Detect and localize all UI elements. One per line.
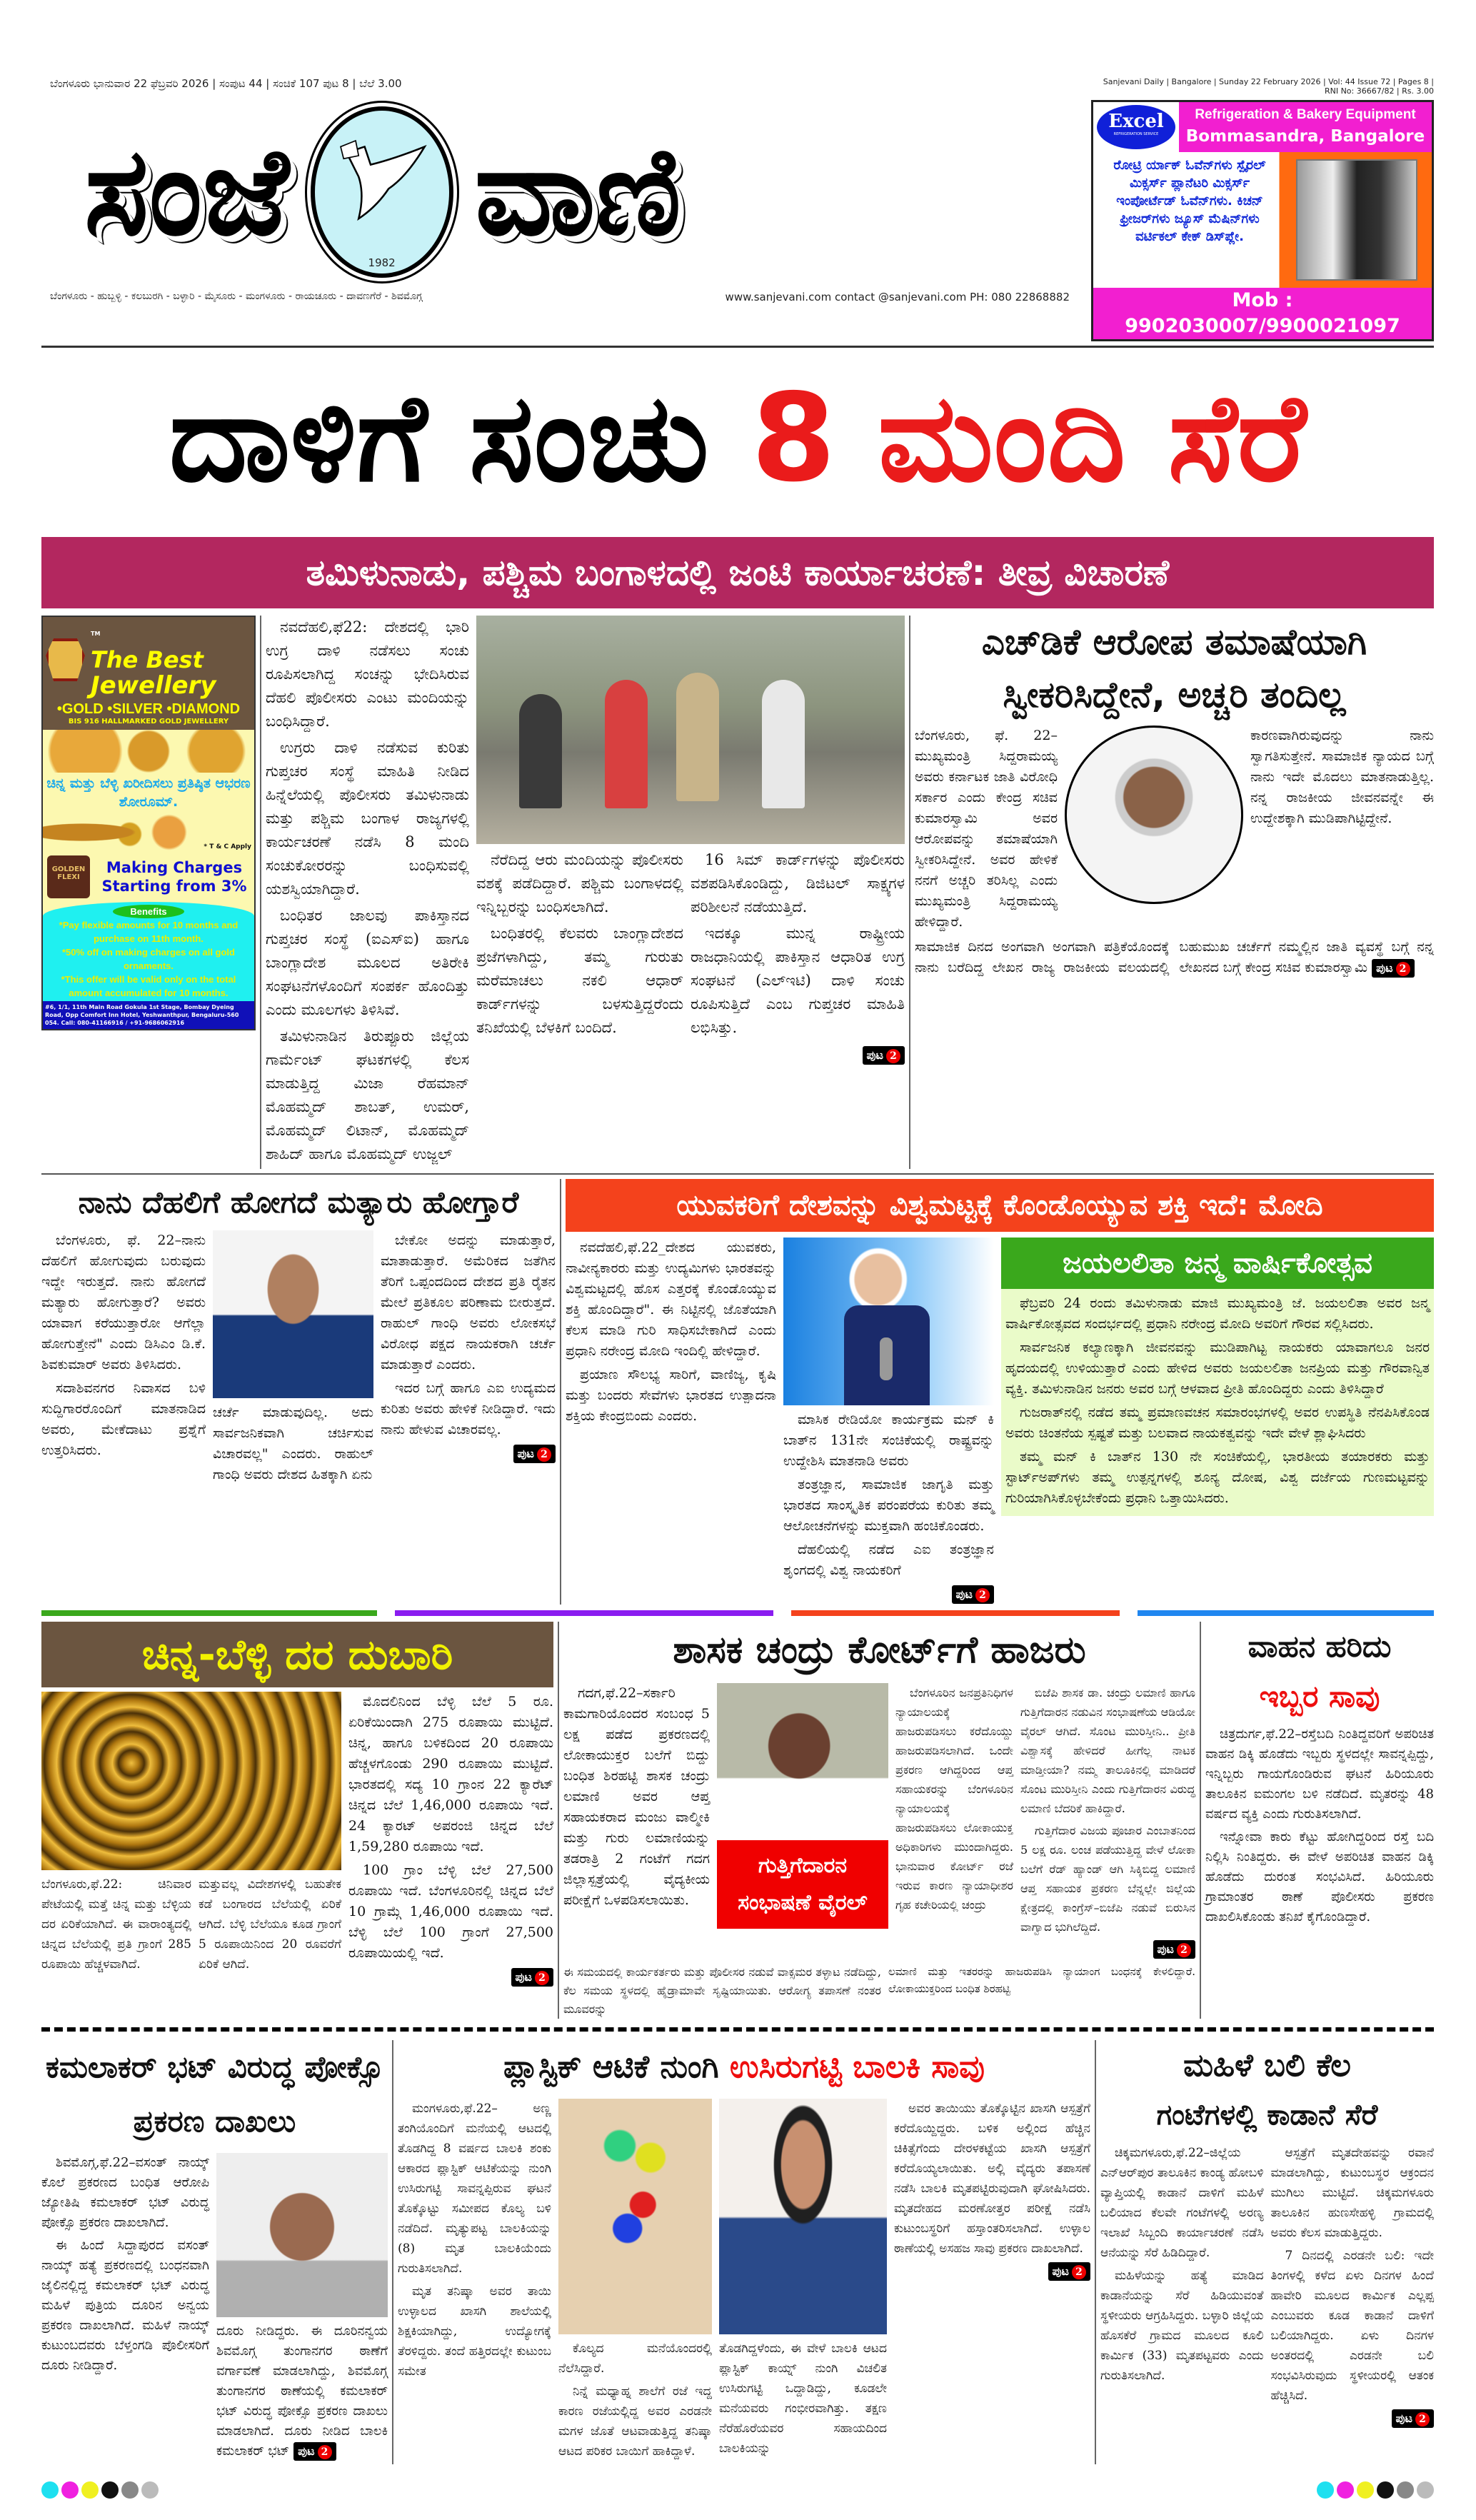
- continued-page-badge[interactable]: ಪುಟ 2: [1153, 1940, 1195, 1959]
- lead-headline: [41, 348, 1434, 537]
- vahana-headline-1: ವಾಹನ ಹರಿದು: [1247, 1629, 1392, 1664]
- kamalakar-col2: ದೂರು ನೀಡಿದ್ದರು. ಈ ದೂರಿನನ್ವಯ ಶಿವಮೊಗ್ಗ ತುಂಗಾನಗರ ಠಾಣೆಗೆ ವರ್ಗಾವಣೆ ಮಾಡಲಾಗಿದ್ದು, ಶಿವಮೊಗ್ಗ ತುಂಗಾನಗರ ಠಾಣೆಯಲ್ಲಿ ಕಮಲಾಕರ್ ಭಟ್ ವಿರುದ್ಧ ಪೋಕ್ಸೊ ಪ್ರಕರಣ ದಾಖಲು ಮಾಡಲಾಗಿದೆ. ದೂರು ನೀಡಿದ ಬಾಲಕಿ ಕಮಲಾಕರ್ ಭಟ್ ಪುಟ 2: [216, 2321, 388, 2461]
- masthead-logo: [41, 97, 1070, 286]
- dateline-english: Sanjevani Daily | Bangalore | Sunday 22 February 2026 | Vol: 44 Issue 72 | Pages 8 | RNI No: 36667/82 | Rs. 3.00: [1103, 77, 1434, 96]
- plastic-caption-1: ಕೊಲ್ಯದ ಮನೆಯೊಂದರಲ್ಲಿ ನೆಲೆಸಿದ್ದಾರೆ. ನಿನ್ನೆ ಮಧ್ಯಾಹ್ನ ಶಾಲೆಗೆ ರಜೆ ಇದ್ದ ಕಾರಣ ರಜೆಯಲ್ಲಿದ್ದ ಅವರ ಎರಡನೇ ಮಗಳ ಜೊತೆ ಆಟವಾಡುತ್ತಿದ್ದ ತನಿಷ್ಕಾ ಆಟದ ಪರಿಕರ ಬಾಯಿಗೆ ಹಾಕಿದ್ದಾಳೆ.: [558, 2341, 712, 2459]
- dove-icon: [315, 111, 449, 253]
- chandru-photo: [717, 1683, 888, 1840]
- gold-col1: ಬೆಂಗಳೂರು,ಫೆ.22: ಚಿನಿವಾರ ಪೇಟೆಯಲ್ಲಿ ಮತ್ತೆ ಚಿನ್ನ ಮತ್ತು ಬೆಳ್ಳಿಯ ದರ ಏರಿಕೆಯಾಗಿದೆ. ಈ ವಾರಾಂತ್ಯದಲ್ಲಿ ಚಿನ್ನದ ಬೆಲೆಯಲ್ಲಿ ಪ್ರತಿ ಗ್ರಾಂಗೆ 285 ರೂಪಾಯಿ ಹೆಚ್ಚಳವಾಗಿದೆ.: [41, 1877, 191, 1972]
- jewellery-image: [43, 730, 254, 773]
- modi-headline: ಯುವಕರಿಗೆ ದೇಶವನ್ನು ವಿಶ್ವಮಟ್ಟಕ್ಕೆ ಕೊಂಡೊಯ್ಯುವ ಶಕ್ತಿ ಇದೆ: ಮೋದಿ: [566, 1179, 1434, 1232]
- chandru-col3b: ಲಮಾಣಿ ಮತ್ತು ಇತರರನ್ನು ಹಾಜರುಪಡಿಸಿ ನ್ಯಾಯಾಂಗ ಬಂಧನಕ್ಕೆ ಕೇಳಲಿದ್ದಾರೆ. ಲೋಕಾಯುಕ್ತರಿಂದ ಬಂಧಿತ ಶಿರಹಟ್ಟಿ: [888, 1965, 1195, 1995]
- gold-col2: ಮತ್ತುವಲ್ಲ ವಿದೇಶಗಳಲ್ಲಿ ಬಹುತೇಕ ಕಡೆ ಬಂಗಾರದ ಬೆಲೆಯಲ್ಲಿ ಏರಿಕೆ ಆಗಿದೆ. ಬೆಳ್ಳಿ ಬೆಲೆಯೂ ಕೂಡ ಗ್ರಾಂಗೆ 5 ರೂಪಾಯಿನಿಂದ 20 ರೂವರೆಗೆ ಏರಿಕೆ ಆಗಿದೆ.: [199, 1877, 341, 1972]
- dk-shivakumar-photo: [213, 1230, 373, 1398]
- dks-col3: ಬೇಕೋ ಅದನ್ನು ಮಾಡುತ್ತಾರೆ, ಮಾತಾಡುತ್ತಾರೆ. ಅಮೆರಿಕದ ಜತೆಗಿನ ತೆರಿಗೆ ಒಪ್ಪಂದದಿಂದ ದೇಶದ ಪ್ರತಿ ರೈತನ ಮೇಲೆ ಪ್ರತಿಕೂಲ ಪರಿಣಾಮ ಬೀರುತ್ತದೆ. ರಾಹುಲ್ ಗಾಂಧಿ ಅವರು ಲೋಕಸಭೆ ವಿರೋಧ ಪಕ್ಷದ ನಾಯಕರಾಗಿ ಚರ್ಚೆ ಮಾಡುತ್ತಾರೆ ಎಂದರು. ಇದರ ಬಗ್ಗೆ ಹಾಗೂ ಎಐ ಉದ್ಯಮದ ಕುರಿತು ಅವರು ಹೇಳಿಕೆ ನೀಡಿದ್ದಾರೆ. ಇದು ನಾನು ಹೇಳುವ ವಿಚಾರವಲ್ಲ. ಪುಟ 2: [381, 1230, 556, 1464]
- siddaramaiah-photo: [1065, 726, 1243, 904]
- golden-flexi-badge: GOLDEN FLEXI: [47, 855, 90, 898]
- row-5: [41, 2040, 1434, 2464]
- continued-page-badge[interactable]: ಪುಟ 2: [1372, 959, 1414, 978]
- hdk-headline: ಎಚ್‌ಡಿಕೆ ಆರೋಪ ತಮಾಷೆಯಾಗಿ ಸ್ವೀಕರಿಸಿದ್ದೇನೆ, ಅಚ್ಚರಿ ತಂದಿಲ್ಲ: [981, 621, 1367, 716]
- hdk-col2: ಕಾರಣವಾಗಿರುವುದನ್ನು ನಾನು ಸ್ವಾಗತಿಸುತ್ತೇನೆ. ಸಾಮಾಜಿಕ ನ್ಯಾಯದ ಬಗ್ಗೆ ನಾನು ಇದೇ ಮೊದಲು ಮಾತನಾಡುತ್ತಿಲ್ಲ. ನನ್ನ ರಾಜಕೀಯ ಜೀವನವನ್ನೇ ಈ ಉದ್ದೇಶಕ್ಕಾಗಿ ಮುಡಿಪಾಗಿಟ್ಟಿದ್ದೇನೆ.: [1250, 728, 1434, 826]
- vahana-headline-2: ಇಬ್ಬರ ಸಾವು: [1259, 1679, 1380, 1714]
- modi-photo: [783, 1238, 994, 1405]
- column-rule: [560, 1179, 561, 1605]
- lead-subheadline: ತಮಿಳುನಾಡು, ಪಶ್ಚಿಮ ಬಂಗಾಳದಲ್ಲಿ ಜಂಟಿ ಕಾರ್ಯಾಚರಣೆ: ತೀವ್ರ ವಿಚಾರಣೆ: [41, 537, 1434, 608]
- column-rule: [392, 2040, 393, 2464]
- section-bars: [41, 1610, 1434, 1616]
- modi-col1: ನವದೆಹಲಿ,ಫೆ.22_ದೇಶದ ಯುವಕರು, ನಾವೀನ್ಯಕಾರರು ಮತ್ತು ಉದ್ಯಮಿಗಳು ಭಾರತವನ್ನು ವಿಶ್ವಮಟ್ಟದಲ್ಲಿ ಹೊಸ ಎತ್ತರಕ್ಕೆ ಕೊಂಡೊಯ್ಯುವ ಶಕ್ತಿ ಹೊಂದಿದ್ದಾರೆ". ಈ ನಿಟ್ಟಿನಲ್ಲಿ ಜೊತೆಯಾಗಿ ಕೆಲಸ ಮಾಡಿ ಗುರಿ ಸಾಧಿಸಬೇಕಾಗಿದೆ ಎಂದು ಪ್ರಧಾನಿ ನರೇಂದ್ರ ಮೋದಿ ಇಂದಿಲ್ಲಿ ಹೇಳಿದ್ದಾರೆ. ಪ್ರಯಾಣ ಸೌಲಭ್ಯ ಸಾರಿಗೆ, ವಾಣಿಜ್ಯ, ಕೃಷಿ ಮತ್ತು ಬಂದರು ಸೇವೆಗಳು ಭಾರತದ ಉತ್ಪಾದನಾ ಶಕ್ತಿಯ ಕೇಂದ್ರಬಿಂದು ಎಂದರು.: [566, 1240, 776, 1424]
- jewellery-ad[interactable]: ™ The Best Jewellery •GOLD •SILVER •DIAMOND BIS 916 HALLMARKED GOLD JEWELLERY ಚಿನ್ನ ಮತ್ತು ಬೆಳ್ಳಿ ಖರೀದಿಸಲು ಪ್ರತಿಷ್ಠಿತ ಆಭರಣ ಶೋರೂಮ್. * T & C Apply GOLDEN FLEXI Making Charges Starting from 3% Benefits *Pay flexible amounts for 10 months and purchase on 11th month. *50% off on making charges on all gold ornaments. *This offer will be valid only on the total amount accumulated for 10 months. #6, 1/1, 11th Main Road Gokula 1st Stage, Bombay Dyeing Road, Opp Comfort Inn Hotel, Yeshwanthpur, Bengaluru-560 054. Call: 080-41166916 / +91-9686062916: [41, 616, 256, 1030]
- excel-ad-location: Bommasandra, Bangalore: [1185, 127, 1425, 146]
- plastic-headline: ಪ್ಲಾಸ್ಟಿಕ್ ಆಟಿಕೆ ನುಂಗಿ ಉಸಿರುಗಟ್ಟಿ ಬಾಲಕಿ ಸಾವು: [503, 2049, 985, 2085]
- jayalalitha-box: ಜಯಲಲಿತಾ ಜನ್ಮ ವಾರ್ಷಿಕೋತ್ಸವ ಫೆಬ್ರವರಿ 24 ರಂದು ತಮಿಳುನಾಡು ಮಾಜಿ ಮುಖ್ಯಮಂತ್ರಿ ಜೆ. ಜಯಲಲಿತಾ ಅವರ ಜನ್ಮ ವಾರ್ಷಿಕೋತ್ಸವದ ಸಂದರ್ಭದಲ್ಲಿ ಪ್ರಧಾನಿ ನರೇಂದ್ರ ಮೋದಿ ಅವರಿಗೆ ಗೌರವ ಸಲ್ಲಿಸಿದರು. ಸಾರ್ವಜನಿಕ ಕಲ್ಯಾಣಕ್ಕಾಗಿ ಜೀವನವನ್ನು ಮುಡಿಪಾಗಿಟ್ಟ ನಾಯಕರು ಯಾವಾಗಲೂ ಜನರ ಹೃದಯದಲ್ಲಿ ಉಳಿಯುತ್ತಾರೆ ಎಂದು ಹೇಳಿದ ಅವರು ಜಯಲಲಿತಾ ಜನಪ್ರಿಯ ಮತ್ತು ಗೌರವಾನ್ವಿತ ವ್ಯಕ್ತಿ. ತಮಿಳುನಾಡಿನ ಜನರು ಅವರ ಬಗ್ಗೆ ಆಳವಾದ ಪ್ರೀತಿ ಹೊಂದಿದ್ದರು ಎಂದು ತಿಳಿಸಿದ್ದಾರೆ ಗುಜರಾತ್‌ನಲ್ಲಿ ನಡೆದ ತಮ್ಮ ಪ್ರಮಾಣವಚನ ಸಮಾರಂಭಗಳಲ್ಲಿ ಅವರ ಉಪಸ್ಥಿತಿ ನೆನಪಿಸಿಕೊಂಡ ಅವರು ಚಿಂತನೆಯ ಸ್ಪಷ್ಟತೆ ಮತ್ತು ಬಲವಾದ ನಾಯಕತ್ವವನ್ನು ಇದೇ ವೇಳೆ ಶ್ಲಾಘಿಸಿದರು ತಮ್ಮ ಮನ್ ಕಿ ಬಾತ್‌ನ 130 ನೇ ಸಂಚಿಕೆಯಲ್ಲಿ, ಭಾರತೀಯ ತಯಾರಕರು ಮತ್ತು ಸ್ಟಾರ್ಟ್‌ಅಪ್‌ಗಳು ತಮ್ಮ ಉತ್ಪನ್ನಗಳಲ್ಲಿ ಶೂನ್ಯ ದೋಷ, ವಿಶ್ವ ದರ್ಜೆಯ ಗುಣಮಟ್ಟವನ್ನು ಗುರಿಯಾಗಿಸಿಕೊಳ್ಳಬೇಕೆಂದು ಪ್ರಧಾನಿ ಒತ್ತಾಯಿಸಿದರು.: [1001, 1238, 1434, 1516]
- excel-logo: Excel REFRIGERATION SERVICE: [1097, 105, 1175, 149]
- continued-page-badge[interactable]: ಪುಟ 2: [513, 1445, 556, 1463]
- row-2: [41, 616, 1434, 1169]
- section-bar: [1138, 1610, 1434, 1616]
- mahile-col1: ಚಿಕ್ಕಮಗಳೂರು,ಫೆ.22–ಜಿಲ್ಲೆಯ ಎನ್‌ಆರ್‌ಪುರ ತಾಲೂಕಿನ ಕಾಂಡ್ಯ ಹೋಬಳಿ ವ್ಯಾಪ್ತಿಯಲ್ಲಿ ಕಾಡಾನೆ ದಾಳಿಗೆ ಮಹಿಳೆ ಬಲಿಯಾದ ಕೆಲವೇ ಗಂಟೆಗಳಲ್ಲಿ ಅರಣ್ಯ ಇಲಾಖೆ ಸಿಬ್ಬಂದಿ ಕಾರ್ಯಾಚರಣೆ ನಡೆಸಿ ಆನೆಯನ್ನು ಸೆರೆ ಹಿಡಿದಿದ್ದಾರೆ. ಮಹಿಳೆಯನ್ನು ಹತ್ಯೆ ಮಾಡಿದ ಕಾಡಾನೆಯನ್ನು ಸೆರೆ ಹಿಡಿಯುವಂತೆ ಸ್ಥಳೀಯರು ಆಗ್ರಹಿಸಿದ್ದರು. ಬಳ್ಳಾರಿ ಜಿಲ್ಲೆಯ ಹೊಸಕೆರೆ ಗ್ರಾಮದ ಮೂಲದ ಕೂಲಿ ಕಾರ್ಮಿಕ (33) ಮೃತಪಟ್ಟವರು ಎಂದು ಗುರುತಿಸಲಾಗಿದೆ.: [1100, 2146, 1264, 2383]
- plastic-toys-photo: [558, 2099, 712, 2334]
- lead-photo-arrest: [476, 616, 905, 844]
- lead-headline-black: ದಾಳಿಗೆ ಸಂಚು: [169, 368, 709, 509]
- excel-ad-phone[interactable]: Mob : 9902030007/9900021097: [1093, 288, 1432, 339]
- logo-year: 1982: [368, 256, 396, 269]
- jewellery-address: #6, 1/1, 11th Main Road Gokula 1st Stage, Bombay Dyeing Road, Opp Comfort Inn Hotel, Yeshwanthpur, Bengaluru-560 054. Call: 080-41166916 / +91-9686062916: [43, 1001, 254, 1029]
- gold-headline: ಚಿನ್ನ-ಬೆಳ್ಳಿ ದರ ದುಬಾರಿ: [41, 1622, 553, 1687]
- plastic-caption-2: ತೊಡಗಿದ್ದಳೆಂದು, ಈ ವೇಳೆ ಬಾಲಕಿ ಆಟದ ಪ್ಲಾಸ್ಟಿಕ್ ಕಾಯ್ನ್ ನುಂಗಿ ವಿಚಲಿತ ಉಸಿರುಗಟ್ಟಿ ಒದ್ದಾಡಿದ್ದು, ಕೂಡಲೇ ಮನೆಯವರು ಗಂಭೀರವಾಗಿತ್ತು. ತಕ್ಷಣ ನೆರೆಹೊರೆಯವರ ಸಹಾಯದಿಂದ ಬಾಲಕಿಯನ್ನು: [719, 2341, 887, 2456]
- section-bar: [395, 1610, 773, 1616]
- row-4: [41, 1622, 1434, 2019]
- continued-page-badge[interactable]: ಪುಟ 2: [293, 2442, 336, 2461]
- dks-below-photo: ಚರ್ಚೆ ಮಾಡುವುದಿಲ್ಲ. ಅದು ಸಾರ್ವಜನಿಕವಾಗಿ ಚರ್ಚಿಸುವ ವಿಚಾರವಲ್ಲ" ಎಂದರು. ರಾಹುಲ್ ಗಾಂಧಿ ಅವರು ದೇಶದ ಹಿತಕ್ಕಾಗಿ ಏನು: [213, 1405, 373, 1482]
- vahana-body: ಚಿತ್ರದುರ್ಗ,ಫೆ.22–ರಸ್ತೆಬದಿ ನಿಂತಿದ್ದವರಿಗೆ ಅಪರಿಚಿತ ವಾಹನ ಡಿಕ್ಕಿ ಹೊಡೆದು ಇಬ್ಬರು ಸ್ಥಳದಲ್ಲೇ ಸಾವನ್ನಪ್ಪಿದ್ದು, ಇನ್ನಿಬ್ಬರು ಗಾಯಗೊಂಡಿರುವ ಘಟನೆ ಹಿರಿಯೂರು ತಾಲೂಕಿನ ಐಮಂಗಲ ಬಳಿ ನಡೆದಿದೆ. ಮೃತರನ್ನು 48 ವರ್ಷದ ವ್ಯಕ್ತಿ ಎಂದು ಗುರುತಿಸಲಾಗಿದೆ. ಇನ್ನೋವಾ ಕಾರು ಕೆಟ್ಟು ಹೋಗಿದ್ದರಿಂದ ರಸ್ತೆ ಬದಿ ನಿಲ್ಲಿಸಿ ನಿಂತಿದ್ದರು. ಈ ವೇಳೆ ಅಪರಿಚಿತ ವಾಹನ ಡಿಕ್ಕಿ ಹೊಡೆದು ದುರಂತ ಸಂಭವಿಸಿದೆ. ಹಿರಿಯೂರು ಗ್ರಾಮಾಂತರ ಠಾಣೆ ಪೊಲೀಸರು ಪ್ರಕರಣ ದಾಖಲಿಸಿಕೊಂಡು ತನಿಖೆ ಕೈಗೊಂಡಿದ್ದಾರೆ.: [1205, 1727, 1434, 1924]
- column-rule: [260, 616, 261, 1169]
- column-rule: [1200, 1622, 1201, 2019]
- row-divider: [41, 1173, 1434, 1175]
- chandru-col3: ಬೆಂಗಳೂರಿನ ಜನಪ್ರತಿನಿಧಿಗಳ ನ್ಯಾಯಾಲಯಕ್ಕೆ ಹಾಜರುಪಡಿಸಲು ಕರೆದೊಯ್ದು ಹಾಜರುಪಡಿಸಲಾಗಿದೆ. ಒಂದೇ ಪ್ರಕರಣ ಆಗಿದ್ದರಿಂದ ಆಪ್ತ ಸಹಾಯಕರನ್ನು ಬೆಂಗಳೂರಿನ ನ್ಯಾಯಾಲಯಕ್ಕೆ ಹಾಜರುಪಡಿಸಲು ಲೋಕಾಯುಕ್ತ ಅಧಿಕಾರಿಗಳು ಮುಂದಾಗಿದ್ದರು. ಭಾನುವಾರ ಕೋರ್ಟ್ ರಜೆ ಇರುವ ಕಾರಣ ನ್ಯಾಯಾಧೀಶರ ಗೃಹ ಕಚೇರಿಯಲ್ಲಿ ಚಂದ್ರು: [895, 1686, 1013, 1912]
- girl-photo: [719, 2099, 887, 2334]
- column-rule: [558, 1622, 559, 2019]
- lead-headline-red: 8 ಮಂದಿ ಸೆರೆ: [751, 368, 1307, 509]
- continued-page-badge[interactable]: ಪುಟ 2: [952, 1585, 994, 1604]
- lead-story-col2: ನೆರೆದಿದ್ದ ಆರು ಮಂದಿಯನ್ನು ಪೊಲೀಸರು ವಶಕ್ಕೆ ಪಡೆದಿದ್ದಾರೆ. ಪಶ್ಚಿಮ ಬಂಗಾಳದಲ್ಲಿ ಇನ್ನಿಬ್ಬರನ್ನು ಬಂಧಿಸಲಾಗಿದೆ. ಬಂಧಿತರಲ್ಲಿ ಕೆಲವರು ಬಾಂಗ್ಲಾದೇಶದ ಪ್ರಜೆಗಳಾಗಿದ್ದು, ತಮ್ಮ ಗುರುತು ಮರೆಮಾಚಲು ನಕಲಿ ಆಧಾರ್ ಕಾರ್ಡ್‌ಗಳನ್ನು ಬಳಸುತ್ತಿದ್ದರೆಂದು ತನಿಖೆಯಲ್ಲಿ ಬೆಳಕಿಗೆ ಬಂದಿದೆ.: [476, 851, 683, 1036]
- jayalalitha-headline: ಜಯಲಲಿತಾ ಜನ್ಮ ವಾರ್ಷಿಕೋತ್ಸವ: [1001, 1238, 1434, 1289]
- hdk-col1: ಬೆಂಗಳೂರು, ಫೆ. 22– ಮುಖ್ಯಮಂತ್ರಿ ಸಿದ್ದರಾಮಯ್ಯ ಅವರು ಕರ್ನಾಟಕ ಜಾತಿ ವಿರೋಧಿ ಸರ್ಕಾರ ಎಂದು ಕೇಂದ್ರ ಸಚಿವ ಕುಮಾರಸ್ವಾಮಿ ಅವರ ಆರೋಪವನ್ನು ತಮಾಷೆಯಾಗಿ ಸ್ವೀಕರಿಸಿದ್ದೇನೆ. ಅವರ ಹೇಳಿಕೆ ನನಗೆ ಅಚ್ಚರಿ ತರಿಸಿಲ್ಲ ಎಂದು ಮುಖ್ಯಮಂತ್ರಿ ಸಿದ್ದರಾಮಯ್ಯ ಹೇಳಿದ್ದಾರೆ.: [915, 728, 1058, 930]
- mahile-col2: ಆಸ್ಪತ್ರೆಗೆ ಮೃತದೇಹವನ್ನು ರವಾನೆ ಮಾಡಲಾಗಿದ್ದು, ಕುಟುಂಬಸ್ಥರ ಆಕ್ರಂದನ ಮುಗಿಲು ಮುಟ್ಟಿದೆ. ಚಿಕ್ಕಮಗಳೂರು ತಾಲೂಕಿನ ಹುಣಸೇಹಳ್ಳಿ ಗ್ರಾಮದಲ್ಲಿ ಅವರು ಕೆಲಸ ಮಾಡುತ್ತಿದ್ದರು. 7 ದಿನದಲ್ಲಿ ಎರಡನೇ ಬಲಿ: ಇದೇ ತಿಂಗಳಲ್ಲಿ ಕಳೆದ ಏಳು ದಿನಗಳ ಹಿಂದೆ ಹಾವೇರಿ ಮೂಲದ ಕಾರ್ಮಿಕ ಎಲ್ಲಪ್ಪ ಎಂಬುವರು ಕೂಡ ಕಾಡಾನೆ ದಾಳಿಗೆ ಬಲಿಯಾಗಿದ್ದರು. ಏಳು ದಿನಗಳ ಅಂತರದಲ್ಲಿ ಎರಡನೇ ಬಲಿ ಸಂಭವಿಸಿರುವುದು ಸ್ಥಳೀಯರಲ್ಲಿ ಆತಂಕ ಹೆಚ್ಚಿಸಿದೆ. ಪುಟ 2: [1271, 2143, 1435, 2429]
- column-rule: [1095, 2040, 1096, 2464]
- continued-page-badge[interactable]: ಪುಟ 2: [863, 1046, 905, 1065]
- oven-image: [1296, 159, 1417, 281]
- plastic-col3: ಅವರ ತಾಯಿಯು ತೊಕ್ಕೊಟ್ಟಿನ ಖಾಸಗಿ ಆಸ್ಪತ್ರೆಗೆ ಕರೆದೊಯ್ದಿದ್ದರು. ಬಳಿಕ ಅಲ್ಲಿಂದ ಹೆಚ್ಚಿನ ಚಿಕಿತ್ಸೆಗೆಂದು ದೇರಳಕಟ್ಟೆಯ ಖಾಸಗಿ ಆಸ್ಪತ್ರೆಗೆ ಕರೆದೊಯ್ಯಲಾಯಿತು. ಅಲ್ಲಿ ವೈದ್ಯರು ತಪಾಸಣೆ ನಡೆಸಿ ಬಾಲಕಿ ಮೃತಪಟ್ಟಿರುವುದಾಗಿ ಘೋಷಿಸಿದರು. ಮೃತದೇಹದ ಮರಣೋತ್ತರ ಪರೀಕ್ಷೆ ನಡೆಸಿ ಕುಟುಂಬಸ್ಥರಿಗೆ ಹಸ್ತಾಂತರಿಸಲಾಗಿದೆ. ಉಳ್ಳಾಲ ಠಾಣೆಯಲ್ಲಿ ಅಸಹಜ ಸಾವು ಪ್ರಕರಣ ದಾಖಲಾಗಿದೆ. ಪುಟ 2: [894, 2099, 1090, 2281]
- continued-page-badge[interactable]: ಪುಟ 2: [511, 1968, 553, 1987]
- lead-story-col1: ನವದೆಹಲಿ,ಫೆ22: ದೇಶದಲ್ಲಿ ಭಾರಿ ಉಗ್ರ ದಾಳಿ ನಡೆಸಲು ಸಂಚು ರೂಪಿಸಲಾಗಿದ್ದ ಸಂಚನ್ನು ಭೇದಿಸಿರುವ ದೆಹಲಿ ಪೊಲೀಸರು ಎಂಟು ಮಂದಿಯನ್ನು ಬಂಧಿಸಿದ್ದಾರೆ. ಉಗ್ರರು ದಾಳಿ ನಡೆಸುವ ಕುರಿತು ಗುಪ್ತಚರ ಸಂಸ್ಥೆ ಮಾಹಿತಿ ನೀಡಿದ ಹಿನ್ನೆಲೆಯಲ್ಲಿ ಪೊಲೀಸರು ತಮಿಳುನಾಡು ಮತ್ತು ಪಶ್ಚಿಮ ಬಂಗಾಳ ರಾಜ್ಯಗಳಲ್ಲಿ ಕಾರ್ಯಚರಣೆ ನಡೆಸಿ 8 ಮಂದಿ ಸಂಚುಕೋರರನ್ನು ಬಂಧಿಸುವಲ್ಲಿ ಯಶಸ್ವಿಯಾಗಿದ್ದಾರೆ. ಬಂಧಿತರ ಜಾಲವು ಪಾಕಿಸ್ತಾನದ ಗುಪ್ತಚರ ಸಂಸ್ಥೆ (ಐಎಸ್‌ಐ) ಹಾಗೂ ಬಾಂಗ್ಲಾದೇಶ ಮೂಲದ ಅತಿರೇಕಿ ಸಂಘಟನೆಗಳೊಂದಿಗೆ ಸಂಪರ್ಕ ಹೊಂದಿತ್ತು ಎಂದು ಮೂಲಗಳು ತಿಳಿಸಿವೆ. ತಮಿಳುನಾಡಿನ ತಿರುಪ್ಪೂರು ಜಿಲ್ಲೆಯ ಗಾರ್ಮೆಂಟ್ ಘಟಕಗಳಲ್ಲಿ ಕೆಲಸ ಮಾಡುತ್ತಿದ್ದ ಮಿಜಾ ರೆಹಮಾನ್ ಮೊಹಮ್ಮದ್ ಶಾಬತ್, ಉಮರ್, ಮೊಹಮ್ಮದ್ ಲಿಟಾನ್, ಮೊಹಮ್ಮದ್ ಶಾಹಿದ್ ಹಾಗೂ ಮೊಹಮ್ಮದ್ ಉಜ್ಜಲ್: [266, 618, 469, 1163]
- chandru-photo-caption: ಗುತ್ತಿಗೆದಾರನ ಸಂಭಾಷಣೆ ವೈರಲ್: [717, 1840, 888, 1929]
- masthead-area: [41, 0, 1434, 341]
- chandru-headline: ಶಾಸಕ ಚಂದ್ರು ಕೋರ್ಟ್‌ಗೆ ಹಾಜರು: [673, 1629, 1086, 1672]
- crown-logo: [46, 638, 85, 681]
- lead-story-col3: 16 ಸಿಮ್ ಕಾರ್ಡ್‌ಗಳನ್ನು ಪೊಲೀಸರು ವಶಪಡಿಸಿಕೊಂಡಿದ್ದು, ಡಿಜಿಟಲ್ ಸಾಕ್ಷ್ಯಗಳ ಪರಿಶೀಲನೆ ನಡೆಯುತ್ತಿದೆ. ಇದಕ್ಕೂ ಮುನ್ನ ರಾಷ್ಟ್ರೀಯ ರಾಜಧಾನಿಯಲ್ಲಿ ಪಾಕಿಸ್ತಾನ ಆಧಾರಿತ ಉಗ್ರ ಸಂಘಟನೆ (ಎಲ್‌ಇಟಿ) ದಾಳಿ ಸಂಚು ರೂಪಿಸುತ್ತಿದೆ ಎಂಬ ಗುಪ್ತಚರ ಮಾಹಿತಿ ಲಭಿಸಿತ್ತು. ಪುಟ 2: [691, 848, 905, 1066]
- hdk-bottom: ಸಾಮಾಜಿಕ ದಿನದ ಅಂಗವಾಗಿ ಅಂಗವಾಗಿ ಪತ್ರಿಕೆಯೊಂದಕ್ಕೆ ನಾನು ಬರೆದಿದ್ದ ಲೇಖನ ರಾಜ್ಯ ರಾಜಕೀಯ ವಲಯದಲ್ಲಿ ಬಹುಮುಖ ಚರ್ಚೆಗೆ ನಮ್ಮಲ್ಲಿನ ಜಾತಿ ವ್ಯವಸ್ಥೆ ಬಗ್ಗೆ ನನ್ನ ಲೇಖನದ ಬಗ್ಗೆ ಕೇಂದ್ರ ಸಚಿವ ಕುಮಾರಸ್ವಾಮಿ ಪುಟ 2: [915, 937, 1434, 978]
- chandru-col1: ಗದಗ,ಫೆ.22–ಸರ್ಕಾರಿ ಕಾಮಗಾರಿಯೊಂದರ ಸಂಬಂಧ 5 ಲಕ್ಷ ಪಡೆದ ಪ್ರಕರಣದಲ್ಲಿ ಲೋಕಾಯುಕ್ತರ ಬಲೆಗೆ ಬಿದ್ದು ಬಂಧಿತ ಶಿರಹಟ್ಟಿ ಶಾಸಕ ಚಂದ್ರು ಲಮಾಣಿ ಅವರ ಆಪ್ತ ಸಹಾಯಕರಾದ ಮಂಜು ವಾಲ್ಮೀಕಿ ಮತ್ತು ಗುರು ಲಮಾಣಿಯನ್ನು ತಡರಾತ್ರಿ 2 ಗಂಟೆಗೆ ಗದಗ ಜಿಲ್ಲಾಸ್ಪತ್ರೆಯಲ್ಲಿ ವೈದ್ಯಕೀಯ ಪರೀಕ್ಷೆಗೆ ಒಳಪಡಿಸಲಾಯಿತು.: [563, 1685, 710, 1908]
- dashed-divider: [41, 2027, 1434, 2032]
- dateline-kannada: ಬೆಂಗಳೂರು ಭಾನುವಾರ 22 ಫೆಬ್ರವರಿ 2026 | ಸಂಪುಟ 44 | ಸಂಚಿಕೆ 107 ಪುಟ 8 | ಬೆಲೆ 3.00: [50, 77, 402, 90]
- dks-col1: ಬೆಂಗಳೂರು, ಫೆ. 22–ನಾನು ದೆಹಲಿಗೆ ಹೋಗುವುದು ಬರುವುದು ಇದ್ದೇ ಇರುತ್ತದೆ. ನಾನು ಹೋಗದೆ ಮತ್ಯಾರು ಹೋಗುತ್ತಾರೆ? ಅವರು ಯಾವಾಗ ಕರೆಯುತ್ತಾರೋ ಆಗೆಲ್ಲಾ ಹೋಗುತ್ತೇನೆ" ಎಂದು ಡಿಸಿಎಂ ಡಿ.ಕೆ. ಶಿವಕುಮಾರ್ ಅವರು ತಿಳಿಸಿದರು. ಸದಾಶಿವನಗರ ನಿವಾಸದ ಬಳಿ ಸುದ್ದಿಗಾರರೊಂದಿಗೆ ಮಾತನಾಡಿದ ಅವರು, ಮೇಕೆದಾಟು ಪ್ರಶ್ನೆಗೆ ಉತ್ತರಿಸಿದರು.: [41, 1233, 206, 1458]
- mahile-headline-2: ಗಂಟೆಗಳಲ್ಲಿ ಕಾಡಾನೆ ಸೆರೆ: [1156, 2099, 1378, 2132]
- contact-line: www.sanjevani.com contact @sanjevani.com PH: 080 22868882: [725, 291, 1070, 303]
- dove-emblem: [311, 106, 453, 278]
- jewellery-image-2: [43, 813, 201, 852]
- dks-headline: ನಾನು ದೆಹಲಿಗೆ ಹೋಗದೆ ಮತ್ಯಾರು ಹೋಗ್ತಾರೆ: [78, 1185, 519, 1220]
- excel-ad-body: ರೋಟ್ರಿ ರ್ಯಾಕ್ ಓವೆನ್‌ಗಳು ಸ್ಪೈರಲ್ ಮಿಕ್ಸರ್ಸ್ ಪ್ಲಾನೆಟರಿ ಮಿಕ್ಸರ್ಸ್ ಇಂಪೋರ್ಟೆಡ್ ಓವೆನ್‌ಗಳು. ಕಿಚನ್ ಫ್ರೀಜರ್‌ಗಳು ಜ್ಯೂಸ್ ಮೆಷಿನ್‌ಗಳು ವರ್ಟಿಕಲ್ ಕೇಕ್ ಡಿಸ್‌ಪ್ಲೇ.: [1113, 158, 1266, 244]
- registration-marks-left: [41, 2481, 159, 2499]
- kamalakar-photo: [216, 2153, 388, 2317]
- section-bar: [41, 1610, 377, 1616]
- modi-col2: ಮಾಸಿಕ ರೇಡಿಯೋ ಕಾರ್ಯಕ್ರಮ ಮನ್ ಕಿ ಬಾತ್‌ನ 131ನೇ ಸಂಚಿಕೆಯಲ್ಲಿ ರಾಷ್ಟ್ರವನ್ನು ಉದ್ದೇಶಿಸಿ ಮಾತನಾಡಿ ಅವರು ತಂತ್ರಜ್ಞಾನ, ಸಾಮಾಜಿಕ ಜಾಗೃತಿ ಮತ್ತು ಭಾರತದ ಸಾಂಸ್ಕೃತಿಕ ಪರಂಪರೆಯ ಕುರಿತು ತಮ್ಮ ಆಲೋಚನೆಗಳನ್ನು ಮುಕ್ತವಾಗಿ ಹಂಚಿಕೊಂಡರು. ದೆಹಲಿಯಲ್ಲಿ ನಡೆದ ಎಐ ತಂತ್ರಜ್ಞಾನ ಶೃಂಗದಲ್ಲಿ ವಿಶ್ವ ನಾಯಕರಿಗೆ ಪುಟ 2: [783, 1410, 994, 1605]
- mahile-headline-1: ಮಹಿಳೆ ಬಲಿ ಕೆಲ: [1183, 2047, 1351, 2084]
- plastic-col1: ಮಂಗಳೂರು,ಫೆ.22– ಅಣ್ಣ ತಂಗಿಯೊಂದಿಗೆ ಮನೆಯಲ್ಲಿ ಆಟದಲ್ಲಿ ತೊಡಗಿದ್ದ 8 ವರ್ಷದ ಬಾಲಕಿ ಶಂಕು ಆಕಾರದ ಪ್ಲಾಸ್ಟಿಕ್ ಆಟಿಕೆಯನ್ನು ನುಂಗಿ ಉಸಿರುಗಟ್ಟಿ ಸಾವನ್ನಪ್ಪಿರುವ ಘಟನೆ ತೊಕ್ಕೊಟ್ಟು ಸಮೀಪದ ಕೊಲ್ಯ ಬಳಿ ನಡೆದಿದೆ. ಮೃತ್ಯುಪಟ್ಟ ಬಾಲಕಿಯನ್ನು (8) ಮೃತ ಬಾಲಕಿಯೆಂದು ಗುರುತಿಸಲಾಗಿದೆ. ಮೃತ ತನಿಷ್ಕಾ ಅವರ ತಾಯಿ ಉಳ್ಳಾಲದ ಖಾಸಗಿ ಶಾಲೆಯಲ್ಲಿ ಶಿಕ್ಷಕಿಯಾಗಿದ್ದು, ಉದ್ಯೋಗಕ್ಕೆ ತೆರಳಿದ್ದರು. ತಂದೆ ಹತ್ತಿರದಲ್ಲೇ ಕುಟುಂಬ ಸಮೇತ: [398, 2102, 551, 2379]
- kamalakar-col1: ಶಿವಮೊಗ್ಗ,ಫೆ.22–ವಸಂತ್ ನಾಯ್ಕ್ ಕೊಲೆ ಪ್ರಕರಣದ ಬಂಧಿತ ಆರೋಪಿ ಜ್ಯೋತಿಷಿ ಕಮಲಾಕರ್ ಭಟ್ ವಿರುದ್ಧ ಪೋಕ್ಸೊ ಪ್ರಕರಣ ದಾಖಲಾಗಿದೆ. ಈ ಹಿಂದೆ ಸಿದ್ದಾಪುರದ ವಸಂತ್ ನಾಯ್ಕ್ ಹತ್ಯೆ ಪ್ರಕರಣದಲ್ಲಿ ಬಂಧನವಾಗಿ ಜೈಲಿನಲ್ಲಿದ್ದ ಕಮಲಾಕರ್ ಭಟ್ ವಿರುದ್ಧ ಮಹಿಳೆ ಪುತ್ರಿಯ ದೂರಿನ ಅನ್ವಯ ಪ್ರಕರಣ ದಾಖಲಾಗಿದೆ. ಮಹಿಳೆ ನಾಯ್ಕ್ ಕುಟುಂಬದವರು ಬೆಳ್ತಂಗಡಿ ಪೊಲೀಸರಿಗೆ ದೂರು ನೀಡಿದ್ದಾರೆ.: [41, 2155, 209, 2373]
- edition-cities: ಬೆಂಗಳೂರು - ಹುಬ್ಬಳ್ಳಿ - ಕಲಬುರಗಿ - ಬಳ್ಳಾರಿ - ಮೈಸೂರು - ಮಂಗಳೂರು - ರಾಯಚೂರು - ದಾವಣಗೆರೆ - ಶಿವಮೊಗ್ಗ: [50, 291, 423, 302]
- gold-col3: ಮೊದಲಿನಿಂದ ಬೆಳ್ಳಿ ಬೆಲೆ 5 ರೂ. ಏರಿಕೆಯಿಂದಾಗಿ 275 ರೂಪಾಯಿ ಮುಟ್ಟಿದೆ. ಚಿನ್ನ, ಹಾಗೂ ಬಳಿಕದಿಂದ 20 ರೂಪಾಯಿ ಹೆಚ್ಚಳಗೊಂಡು 290 ರೂಪಾಯಿ ಮುಟ್ಟಿದೆ. ಭಾರತದಲ್ಲಿ ಸದ್ಯ 10 ಗ್ರಾಂನ 22 ಕ್ಯಾರೆಟ್ ಚಿನ್ನದ ಬೆಲೆ 1,46,000 ರೂಪಾಯಿ ಇದೆ. 24 ಕ್ಯಾರಟ್ ಅಪರಂಜಿ ಚಿನ್ನದ ಬೆಲೆ 1,59,280 ರೂಪಾಯಿ ಇದೆ. 100 ಗ್ರಾಂ ಬೆಳ್ಳಿ ಬೆಲೆ 27,500 ರೂಪಾಯಿ ಇದೆ. ಬೆಂಗಳೂರಿನಲ್ಲಿ ಚಿನ್ನದ ಬೆಲೆ 10 ಗ್ರಾಮ್ಗೆ 1,46,000 ರೂಪಾಯಿ ಇದೆ. ಬೆಳ್ಳಿ ಬೆಲೆ 100 ಗ್ರಾಂಗೆ 27,500 ರೂಪಾಯಿಯಲ್ಲಿ ಇದೆ. ಪುಟ 2: [348, 1692, 553, 1987]
- excel-ad[interactable]: [1091, 100, 1434, 341]
- continued-page-badge[interactable]: ಪುಟ 2: [1392, 2409, 1434, 2428]
- column-rule: [909, 616, 910, 1169]
- continued-page-badge[interactable]: ಪುಟ 2: [1048, 2262, 1090, 2281]
- excel-ad-title: Refrigeration & Bakery Equipment: [1195, 107, 1416, 122]
- masthead-right: ವಾಣಿ: [474, 121, 682, 263]
- registration-marks-right: [1317, 2481, 1434, 2499]
- registration-marks: [41, 2481, 1434, 2499]
- chandru-col1b: ಈ ಸಮಯದಲ್ಲಿ ಕಾರ್ಯಕರ್ತರು ಮತ್ತು ಪೊಲೀಸರ ನಡುವೆ ವಾಕ್ಸಮರ ತಳ್ಳಾಟ ನಡೆದಿದ್ದು, ಕೆಲ ಸಮಯ ಸ್ಥಳದಲ್ಲಿ ಹೈಡ್ರಾಮಾವೇ ಸೃಷ್ಟಿಯಾಯಿತು. ಆರೋಗ್ಯ ತಪಾಸಣೆ ನಂತರ ಮೂವರನ್ನು: [563, 1965, 881, 2016]
- row-3: [41, 1179, 1434, 1605]
- masthead-left: ಸಂಜೆ: [84, 121, 289, 263]
- kamalakar-headline: ಕಮಲಾಕರ್ ಭಟ್ ವಿರುದ್ಧ ಪೋಕ್ಸೊ ಪ್ರಕರಣ ದಾಖಲು: [46, 2049, 383, 2139]
- chandru-col4: ಬಿಜೆಪಿ ಶಾಸಕ ಡಾ. ಚಂದ್ರು ಲಮಾಣಿ ಹಾಗೂ ಗುತ್ತಿಗೆದಾರನ ನಡುವಿನ ಸಂಭಾಷಣೆಯ ಆಡಿಯೋ ವೈರಲ್ ಆಗಿದೆ. ಸೊಂಟ ಮುರಿಸ್ತೀನಿ.. ಪ್ರೀತಿ ವಿಶ್ವಾಸಕ್ಕೆ ಹೇಳಿದರೆ ಹೀಗೆಲ್ಲ ನಾಟಕ ಮಾಡ್ತೀಯಾ? ನಮ್ಮ ತಾಲೂಕಿನಲ್ಲಿ ಮಾಡಿದರೆ ಸೊಂಟ ಮುರಿಸ್ತೀನಿ ಎಂದು ಗುತ್ತಿಗೆದಾರನ ವಿರುದ್ಧ ಲಮಾಣಿ ಬೆದರಿಕೆ ಹಾಕಿದ್ದಾರೆ. ಗುತ್ತಿಗೆದಾರ ವಿಜಯ ಪೂಜಾರ ಎಂಬಾತನಿಂದ 5 ಲಕ್ಷ ರೂ. ಲಂಚ ಪಡೆಯುತ್ತಿದ್ದ ವೇಳೆ ಲೋಕಾ ಬಲೆಗೆ ರೆಡ್ ಹ್ಯಾಂಡ್ ಆಗಿ ಸಿಕ್ಕಿಬಿದ್ದ ಲಮಾಣಿ ಆಪ್ತ ಸಹಾಯಕ ಪ್ರಕರಣ ಬೆನ್ನಲ್ಲೇ ಜಿಲ್ಲೆಯ ಕ್ಷೇತ್ರದಲ್ಲಿ ಕಾಂಗ್ರೆಸ್–ಬಿಜೆಪಿ ನಡುವೆ ಬಿರುಸಿನ ವಾಗ್ವಾದ ಭುಗಿಲೆದ್ದಿದೆ. ಪುಟ 2: [1020, 1683, 1195, 1959]
- gold-jewellery-photo: [41, 1692, 341, 1870]
- section-bar: [791, 1610, 1120, 1616]
